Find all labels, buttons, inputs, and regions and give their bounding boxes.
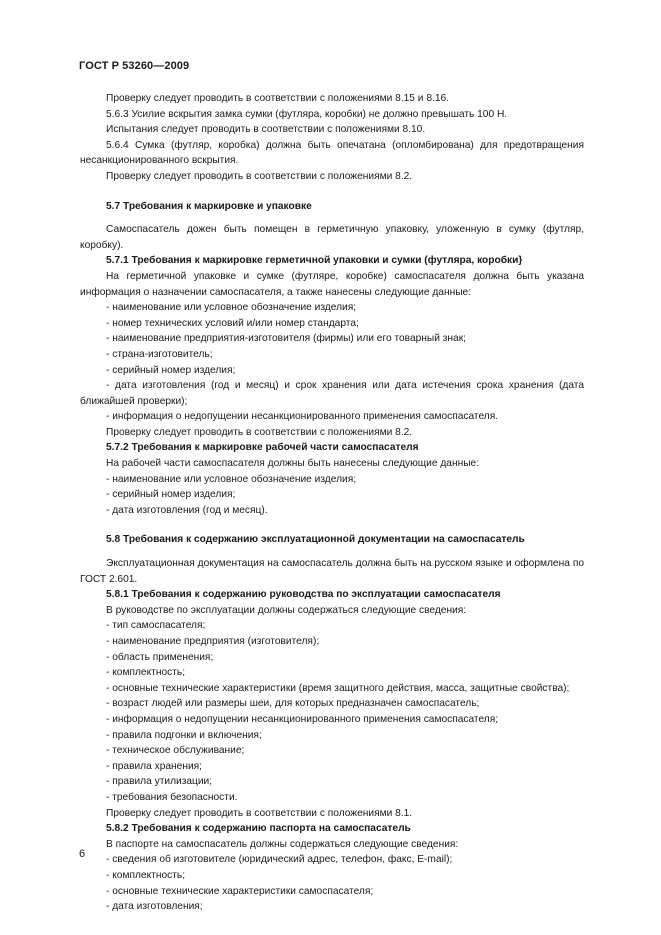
text-paragraph: На герметичной упаковке и сумке (футляре, коробке) самоспасателя должна быть указана информация о назначении самоспасателя, а также нанесены следующие данные:	[80, 270, 584, 298]
section-heading-5-8: 5.8 Требования к содержанию эксплуатационной документации на самоспасатель	[106, 534, 525, 546]
list-item: - номер технических условий и/или номер стандарта;	[106, 317, 359, 329]
section-heading-5-8-2: 5.8.2 Требования к содержанию паспорта на самоспасатель	[106, 823, 411, 835]
list-item: - страна-изготовитель;	[106, 348, 213, 360]
text-paragraph: Эксплуатационная документация на самоспасатель должна быть на русском языке и оформлена по ГОСТ 2.601.	[80, 558, 584, 585]
text-line: Проверку следует проводить в соответствии с положениями 8.1.	[106, 807, 413, 819]
list-item: - комплектность;	[106, 869, 186, 881]
list-item: - правила подгонки и включения;	[106, 729, 262, 741]
section-heading-5-8-1: 5.8.1 Требования к содержанию руководства по эксплуатации самоспасателя	[106, 589, 501, 601]
list-item: - правила хранения;	[106, 760, 202, 772]
spacer	[80, 548, 584, 556]
text-line: 5.6.3 Усилие вскрытия замка сумки (футляра, коробки) не должно превышать 100 Н.	[106, 108, 508, 120]
list-item: - правила утилизации;	[106, 776, 213, 788]
text-line: Проверку следует проводить в соответствии с положениями 8.2.	[106, 170, 413, 182]
list-item: - наименование или условное обозначение изделия;	[106, 473, 357, 485]
list-item: - область применения;	[106, 651, 214, 663]
text-line: На рабочей части самоспасателя должны быть нанесены следующие данные:	[106, 458, 480, 470]
list-item: - основные технические характеристики самоспасателя;	[106, 885, 374, 897]
text-paragraph: Самоспасатель дожен быть помещен в герметичную упаковку, уложенную в сумку (футляр, коробку).	[80, 224, 584, 251]
list-item: - дата изготовления (год и месяц).	[106, 504, 268, 516]
text-line: Проверку следует проводить в соответствии с положениями 8.2.	[106, 426, 413, 438]
list-item: - дата изготовления (год и месяц) и срок хранения или дата истечения срока хранения (дата ближайшей проверки);	[80, 380, 584, 407]
list-item: - дата изготовления;	[106, 901, 203, 913]
spacer	[80, 214, 584, 222]
list-item: - сведения об изготовителе (юридический адрес, телефон, факс, E-mail);	[106, 854, 453, 866]
spacer	[80, 185, 584, 199]
list-item: - наименование предприятия-изготовителя (фирмы) или его товарный знак;	[106, 333, 467, 345]
list-item: - информация о недопущении несанкционированного применения самоспасателя;	[106, 713, 499, 725]
page-number: 6	[79, 848, 86, 860]
list-item: - информация о недопущении несанкционированного применения самоспасателя.	[106, 411, 499, 423]
list-item: - наименование или условное обозначение изделия;	[106, 302, 357, 314]
text-paragraph: 5.6.4 Сумка (футляр, коробка) должна быть опечатана (опломбирована) для предотвращения несанкционированного вскрытия.	[80, 139, 584, 167]
list-item: - тип самоспасателя;	[106, 620, 206, 632]
section-heading-5-7: 5.7 Требования к маркировке и упаковке	[106, 200, 312, 212]
document-body	[80, 91, 584, 915]
spacer	[80, 518, 584, 532]
list-item: - серийный номер изделия;	[106, 364, 236, 376]
list-item: - серийный номер изделия;	[106, 489, 236, 501]
list-item: - техническое обслуживание;	[106, 745, 245, 757]
text-line: В руководстве по эксплуатации должны содержаться следующие сведения:	[106, 604, 467, 616]
list-item: - возраст людей или размеры шеи, для которых предназначен самоспасатель;	[106, 698, 480, 710]
list-item: - требования безопасности.	[106, 791, 238, 803]
section-heading-5-7-1: 5.7.1 Требования к маркировке герметичной упаковки и сумки (футляра, коробки}	[106, 255, 523, 267]
text-line: Проверку следует проводить в соответствии с положениями 8.15 и 8.16.	[106, 93, 449, 104]
list-item: - основные технические характеристики (время защитного действия, масса, защитные свойства);	[106, 682, 570, 694]
text-line: Испытания следует проводить в соответствии с положениями 8.10.	[106, 124, 426, 136]
text-line: В паспорте на самоспасатель должны содержаться следующие сведения:	[106, 838, 459, 850]
section-heading-5-7-2: 5.7.2 Требования к маркировке рабочей части самоспасателя	[106, 442, 419, 454]
list-item: - комплектность;	[106, 667, 186, 679]
document-header: ГОСТ Р 53260—2009	[79, 60, 190, 72]
list-item: - наименование предприятия (изготовителя);	[106, 636, 320, 647]
